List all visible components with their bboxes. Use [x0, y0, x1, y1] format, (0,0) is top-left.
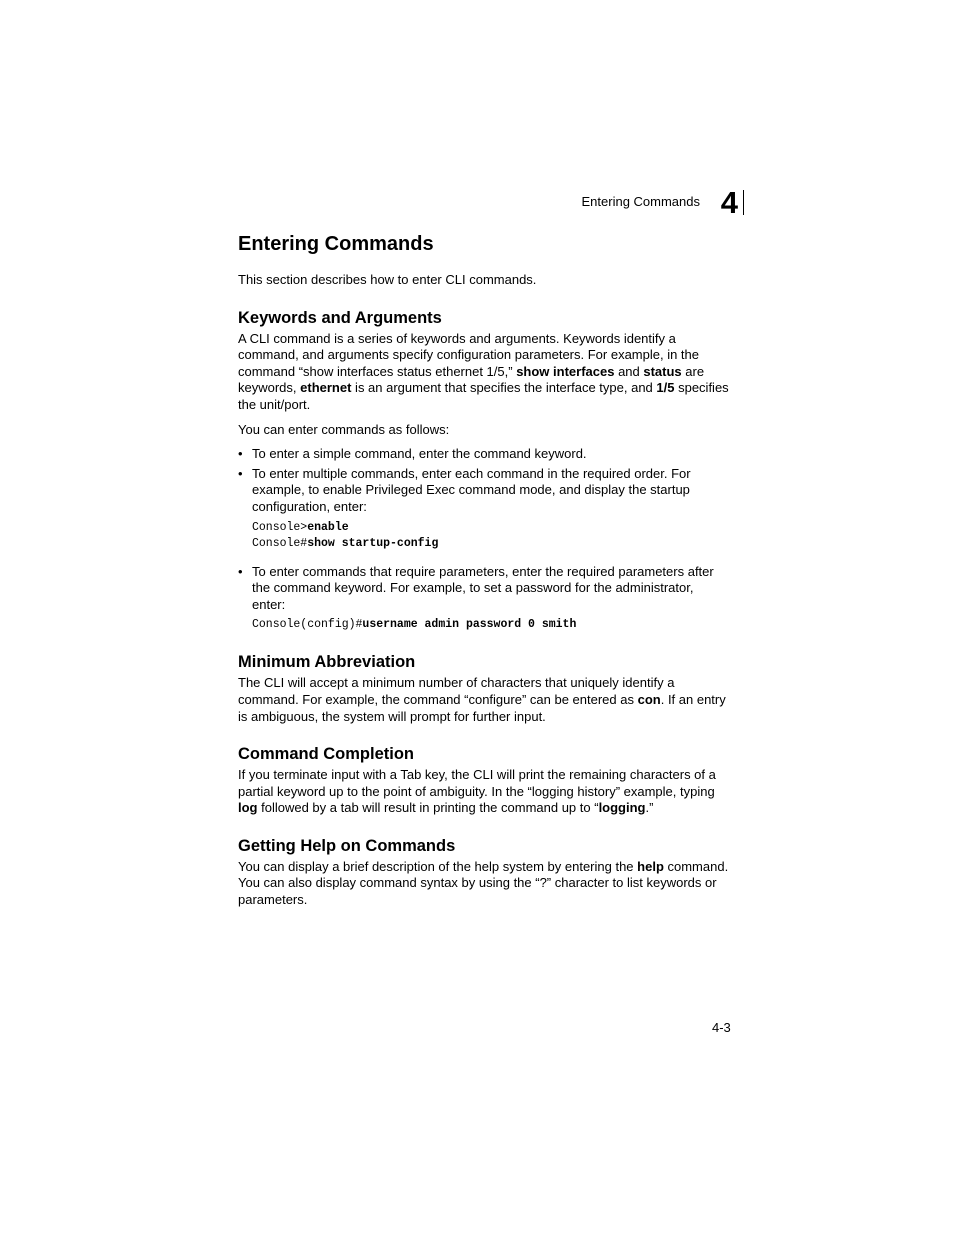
text-run: command. You can also display command syntax by using the “?” character to list keywords or parameters. — [238, 858, 729, 908]
text-run: A CLI command is a series of keywords and arguments. Keywords identify a command, and arguments specify configuration parameters. For example, in the command “show interfaces status ethernet 1/5,” — [238, 330, 700, 379]
section-heading-help: Getting Help on Commands — [238, 836, 456, 855]
text-run: .” — [645, 800, 654, 816]
code-command: username admin password 0 smith — [362, 618, 577, 632]
code-prompt: Console> — [252, 520, 308, 534]
bold-keyword: con — [637, 691, 661, 707]
page-title: Entering Commands — [238, 233, 434, 255]
minimum-paragraph — [238, 675, 730, 725]
text-run: are keywords, — [238, 363, 705, 396]
bold-keyword: help — [637, 858, 664, 874]
commands-intro: You can enter commands as follows: — [238, 421, 450, 437]
bullet-marker: • — [238, 446, 243, 462]
running-title: Entering Commands — [581, 194, 700, 209]
code-example — [252, 520, 730, 552]
running-header — [560, 185, 744, 220]
code-prompt: Console(config)# — [252, 618, 363, 632]
section-minimum-abbreviation — [238, 651, 730, 725]
chapter-rule — [743, 190, 744, 215]
text-run: If you terminate input with a Tab key, the CLI will print the remaining characters of a partial keyword up to the point of ambiguity. In the “logging history” example, typing — [238, 767, 716, 799]
code-line — [252, 617, 730, 633]
bold-keyword: show interfaces — [516, 363, 615, 379]
intro-paragraph: This section describes how to enter CLI commands. — [238, 272, 537, 287]
text-run: You can display a brief description of the help system by entering the — [238, 858, 638, 874]
section-heading-keywords: Keywords and Arguments — [238, 308, 442, 327]
code-command: show startup-config — [307, 536, 439, 550]
section-keywords — [238, 307, 730, 634]
bold-keyword: 1/5 — [656, 380, 675, 396]
chapter-number: 4 — [720, 185, 738, 220]
code-command: enable — [307, 520, 349, 534]
list-item — [238, 466, 730, 552]
keywords-paragraph — [238, 331, 730, 414]
text-run: . If an entry is ambiguous, the system will prompt for further input. — [238, 691, 726, 724]
text-run: specifies the unit/port. — [238, 380, 729, 412]
text-run: The CLI will accept a minimum number of characters that uniquely identify a command. For example, the command “configure” can be entered as — [238, 675, 675, 707]
section-getting-help — [238, 835, 730, 909]
section-heading-completion: Command Completion — [238, 745, 414, 764]
page-number: 4-3 — [712, 1020, 731, 1035]
text-run: and — [614, 363, 644, 379]
completion-paragraph — [238, 767, 730, 817]
help-paragraph — [238, 859, 730, 909]
list-item-text: To enter commands that require parameters, enter the required parameters after the command keyword. For example, to set a password for the administrator, enter: — [252, 563, 714, 612]
text-run: is an argument that specifies the interface type, and — [351, 380, 657, 396]
section-command-completion — [238, 743, 730, 817]
list-item-text: To enter multiple commands, enter each command in the required order. For example, to enable Privileged Exec command mode, and display the startup configuration, enter: — [252, 465, 691, 514]
code-line — [252, 520, 730, 536]
code-example — [252, 617, 730, 633]
list-item-text: To enter a simple command, enter the command keyword. — [252, 446, 587, 462]
bullet-marker: • — [238, 465, 243, 481]
list-item — [238, 446, 730, 463]
code-prompt: Console# — [252, 536, 308, 550]
bold-keyword: log — [238, 800, 258, 816]
bold-keyword: ethernet — [300, 380, 352, 396]
bullet-marker: • — [238, 563, 243, 579]
page-content — [238, 230, 730, 917]
text-run: followed by a tab will result in printing the command up to “ — [257, 800, 599, 816]
bold-keyword: logging — [598, 800, 646, 816]
bullet-list — [238, 446, 730, 633]
section-heading-minimum: Minimum Abbreviation — [238, 653, 416, 672]
bold-keyword: status — [643, 363, 682, 379]
list-item — [238, 564, 730, 634]
code-line — [252, 536, 730, 552]
